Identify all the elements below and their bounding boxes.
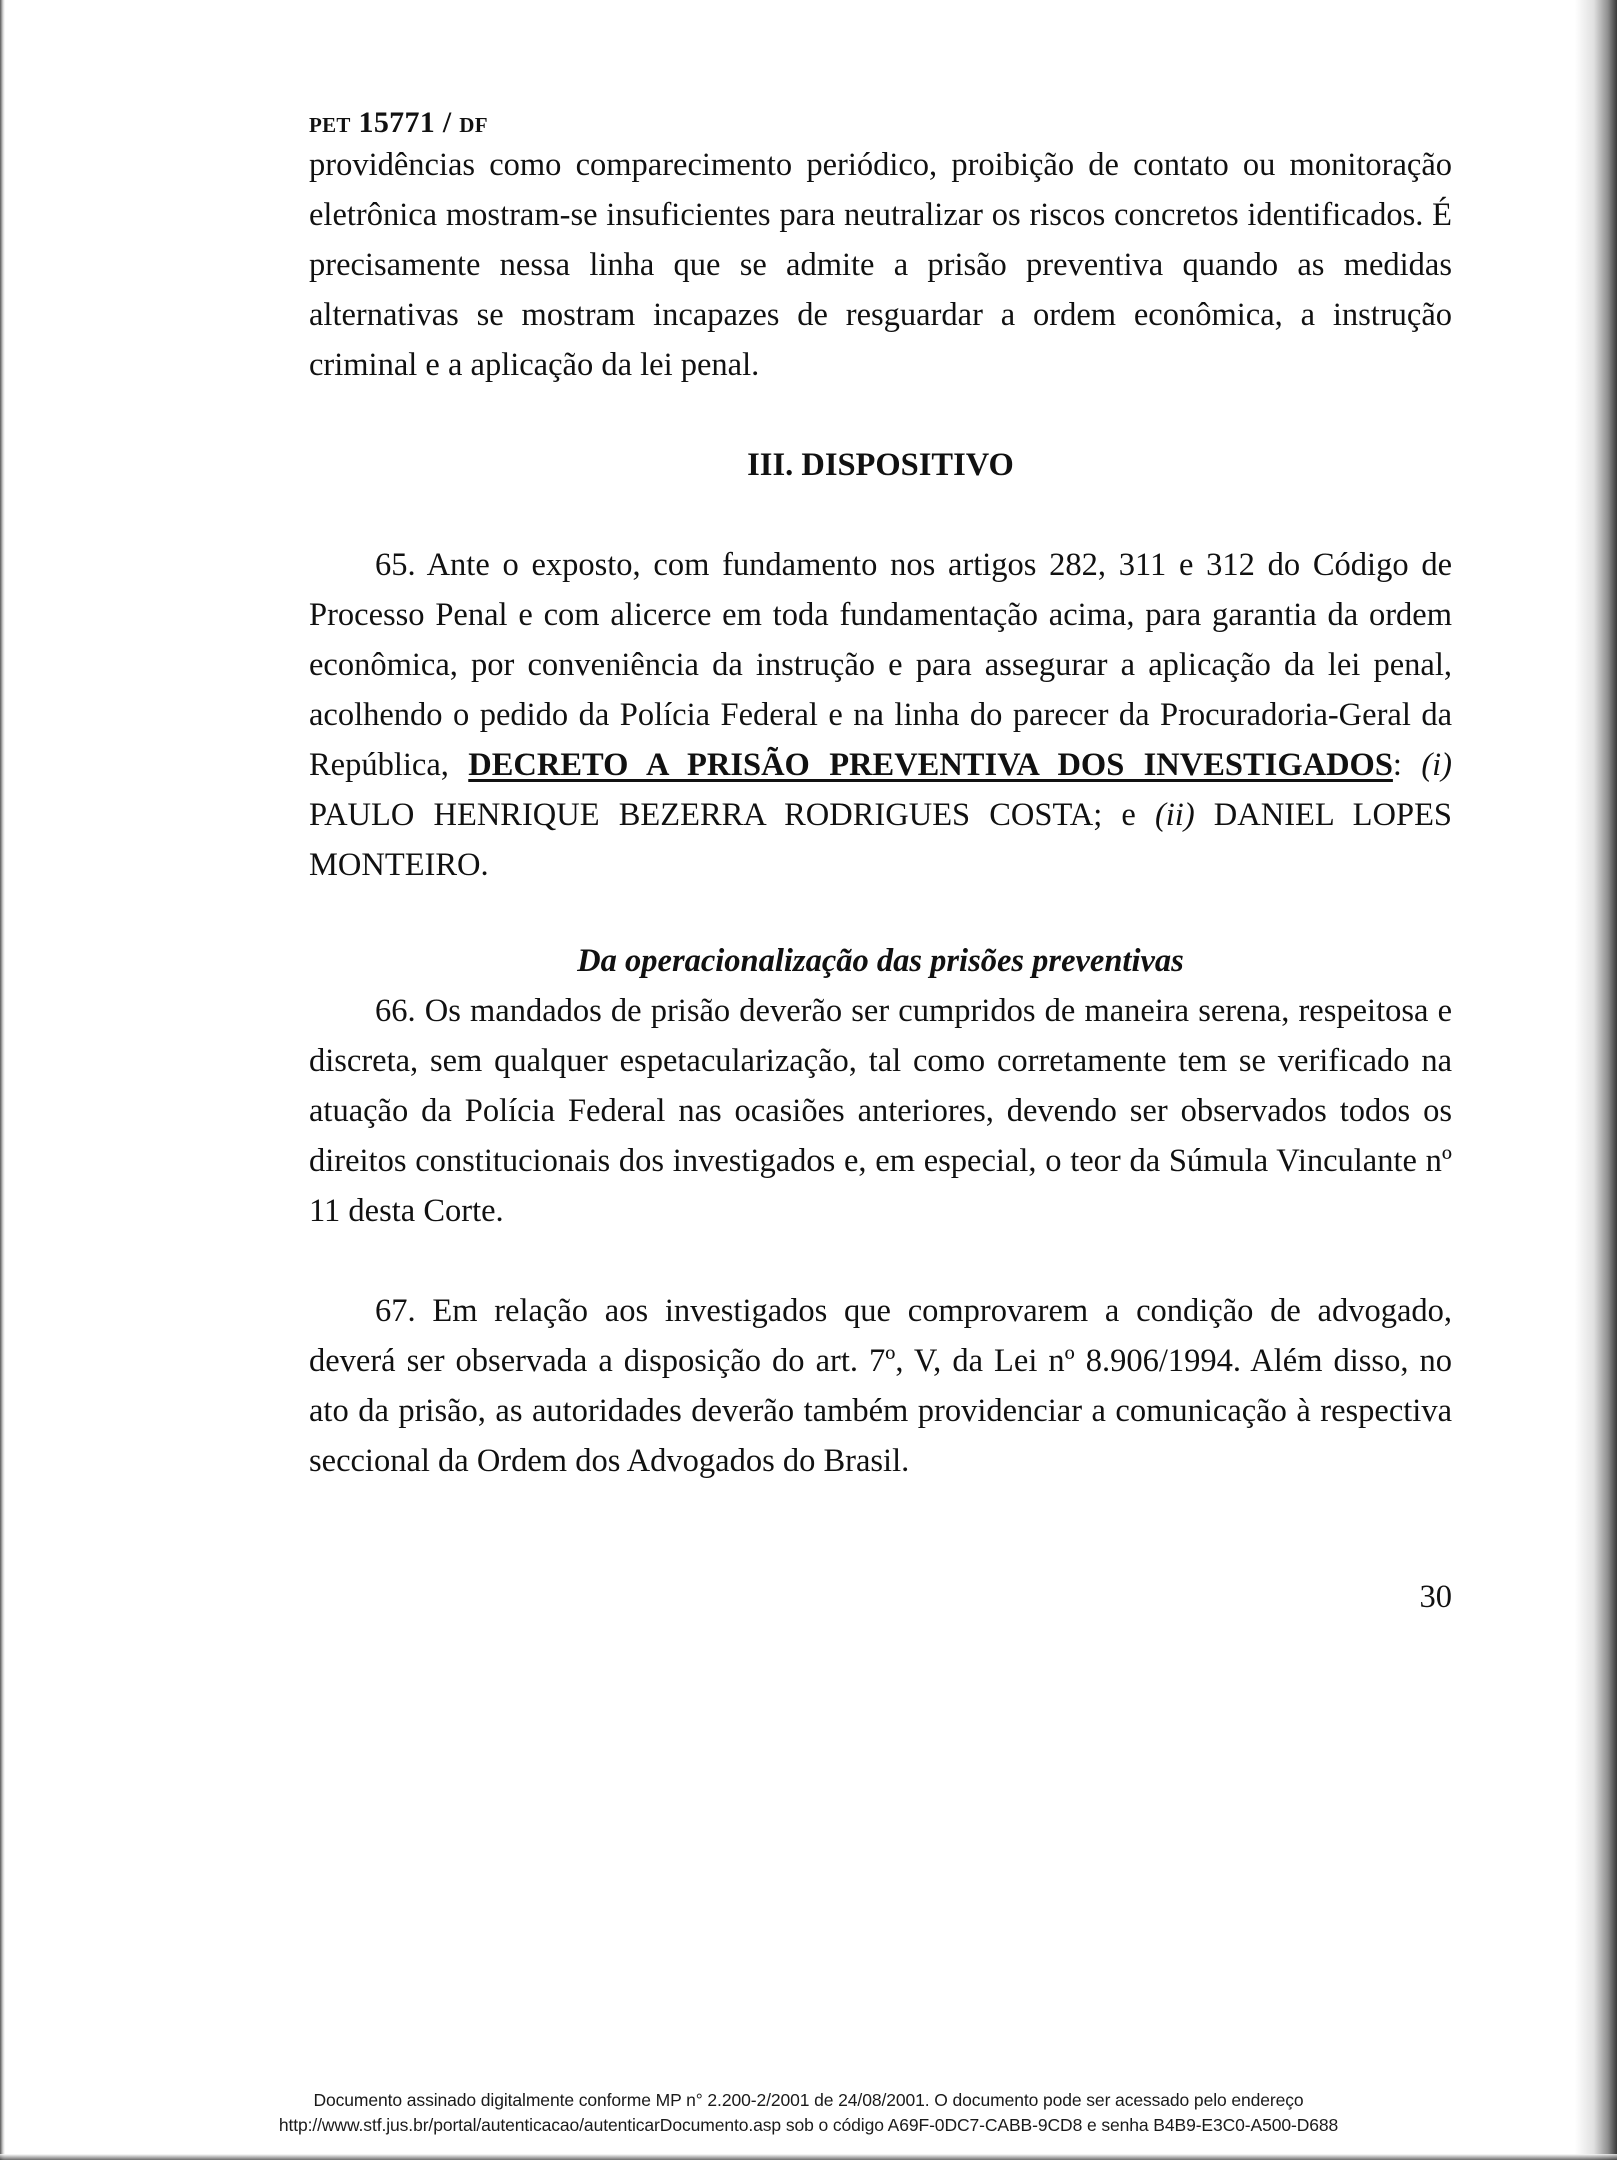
spacer	[309, 1236, 1452, 1286]
footer-line-signature: Documento assinado digitalmente conforme MP n° 2.200-2/2001 de 24/08/2001. O documento pode ser acessado pelo endereço	[313, 2090, 1304, 2110]
investigated-name-1: PAULO HENRIQUE BEZERRA RODRIGUES COSTA; e	[309, 797, 1155, 833]
investigated-name-2: DANIEL LOPES MONTEIRO.	[309, 797, 1452, 883]
sub-heading-operacionalizacao	[309, 936, 1452, 986]
paragraph-66	[309, 986, 1452, 1236]
list-marker-i: (i)	[1421, 747, 1452, 783]
document-footer	[0, 2088, 1617, 2138]
spacer	[309, 490, 1452, 540]
paragraph-67-text: 67. Em relação aos investigados que comprovarem a condição de advogado, deverá ser observada a disposição do art. 7º, V, da Lei nº 8.906/1994. Além disso, no ato da prisão, as autoridades deverão também providenciar a comunicação à respectiva seccional da Ordem dos Advogados do Brasil.	[309, 1293, 1452, 1479]
paragraph-66-text: 66. Os mandados de prisão deverão ser cumpridos de maneira serena, respeitosa e discreta, sem qualquer espetacularização, tal como corretamente tem se verificado na atuação da Polícia Federal nas ocasiões anteriores, devendo ser observados todos os direitos constitucionais dos investigados e, em especial, o teor da Súmula Vinculante nº 11 desta Corte.	[309, 993, 1452, 1229]
paragraph-65-colon: :	[1392, 747, 1422, 783]
document-body	[309, 0, 1452, 1622]
footer-line-authentication-url: http://www.stf.jus.br/portal/autenticacao/autenticarDocumento.asp sob o código A69F-0DC7-CABB-9CD8 e senha B4B9-E3C0-A500-D688	[278, 2115, 1339, 2135]
page-number	[309, 1572, 1452, 1622]
sub-heading-text: Da operacionalização das prisões preventivas	[577, 943, 1184, 979]
document-header	[309, 106, 1452, 140]
scan-edge-right	[1575, 0, 1617, 2160]
section-heading-text: III. DISPOSITIVO	[747, 447, 1014, 483]
paragraph-continued-text: providências como comparecimento periódico, proibição de contato ou monitoração eletrônica mostram-se insuficientes para neutralizar os riscos concretos identificados. É precisamente nessa linha que se admite a prisão preventiva quando as medidas alternativas se mostram incapazes de resguardar a ordem econômica, a instrução criminal e a aplicação da lei penal.	[309, 147, 1452, 383]
list-marker-ii: (ii)	[1154, 797, 1195, 833]
spacer	[309, 890, 1452, 936]
scan-edge-bottom	[0, 2154, 1617, 2160]
page-number-text: 30	[1419, 1579, 1452, 1615]
decree-emphasis: DECRETO A PRISÃO PREVENTIVA DOS INVESTIGADOS	[468, 747, 1393, 783]
document-header-text: pet 15771 / df	[309, 106, 488, 139]
paragraph-continued	[309, 140, 1452, 390]
section-heading-dispositivo	[309, 440, 1452, 490]
paragraph-65	[309, 540, 1452, 890]
paragraph-65-lead: 65. Ante o exposto, com fundamento nos artigos 282, 311 e 312 do Código de Processo Penal e com alicerce em toda fundamentação acima, para garantia da ordem econômica, por conveniência da instrução e para assegurar a aplicação da lei penal, acolhendo o pedido da Polícia Federal e na linha do parecer da Procuradoria-Geral da República,	[309, 547, 1452, 783]
paragraph-67	[309, 1286, 1452, 1486]
scan-edge-left	[0, 0, 5, 2160]
